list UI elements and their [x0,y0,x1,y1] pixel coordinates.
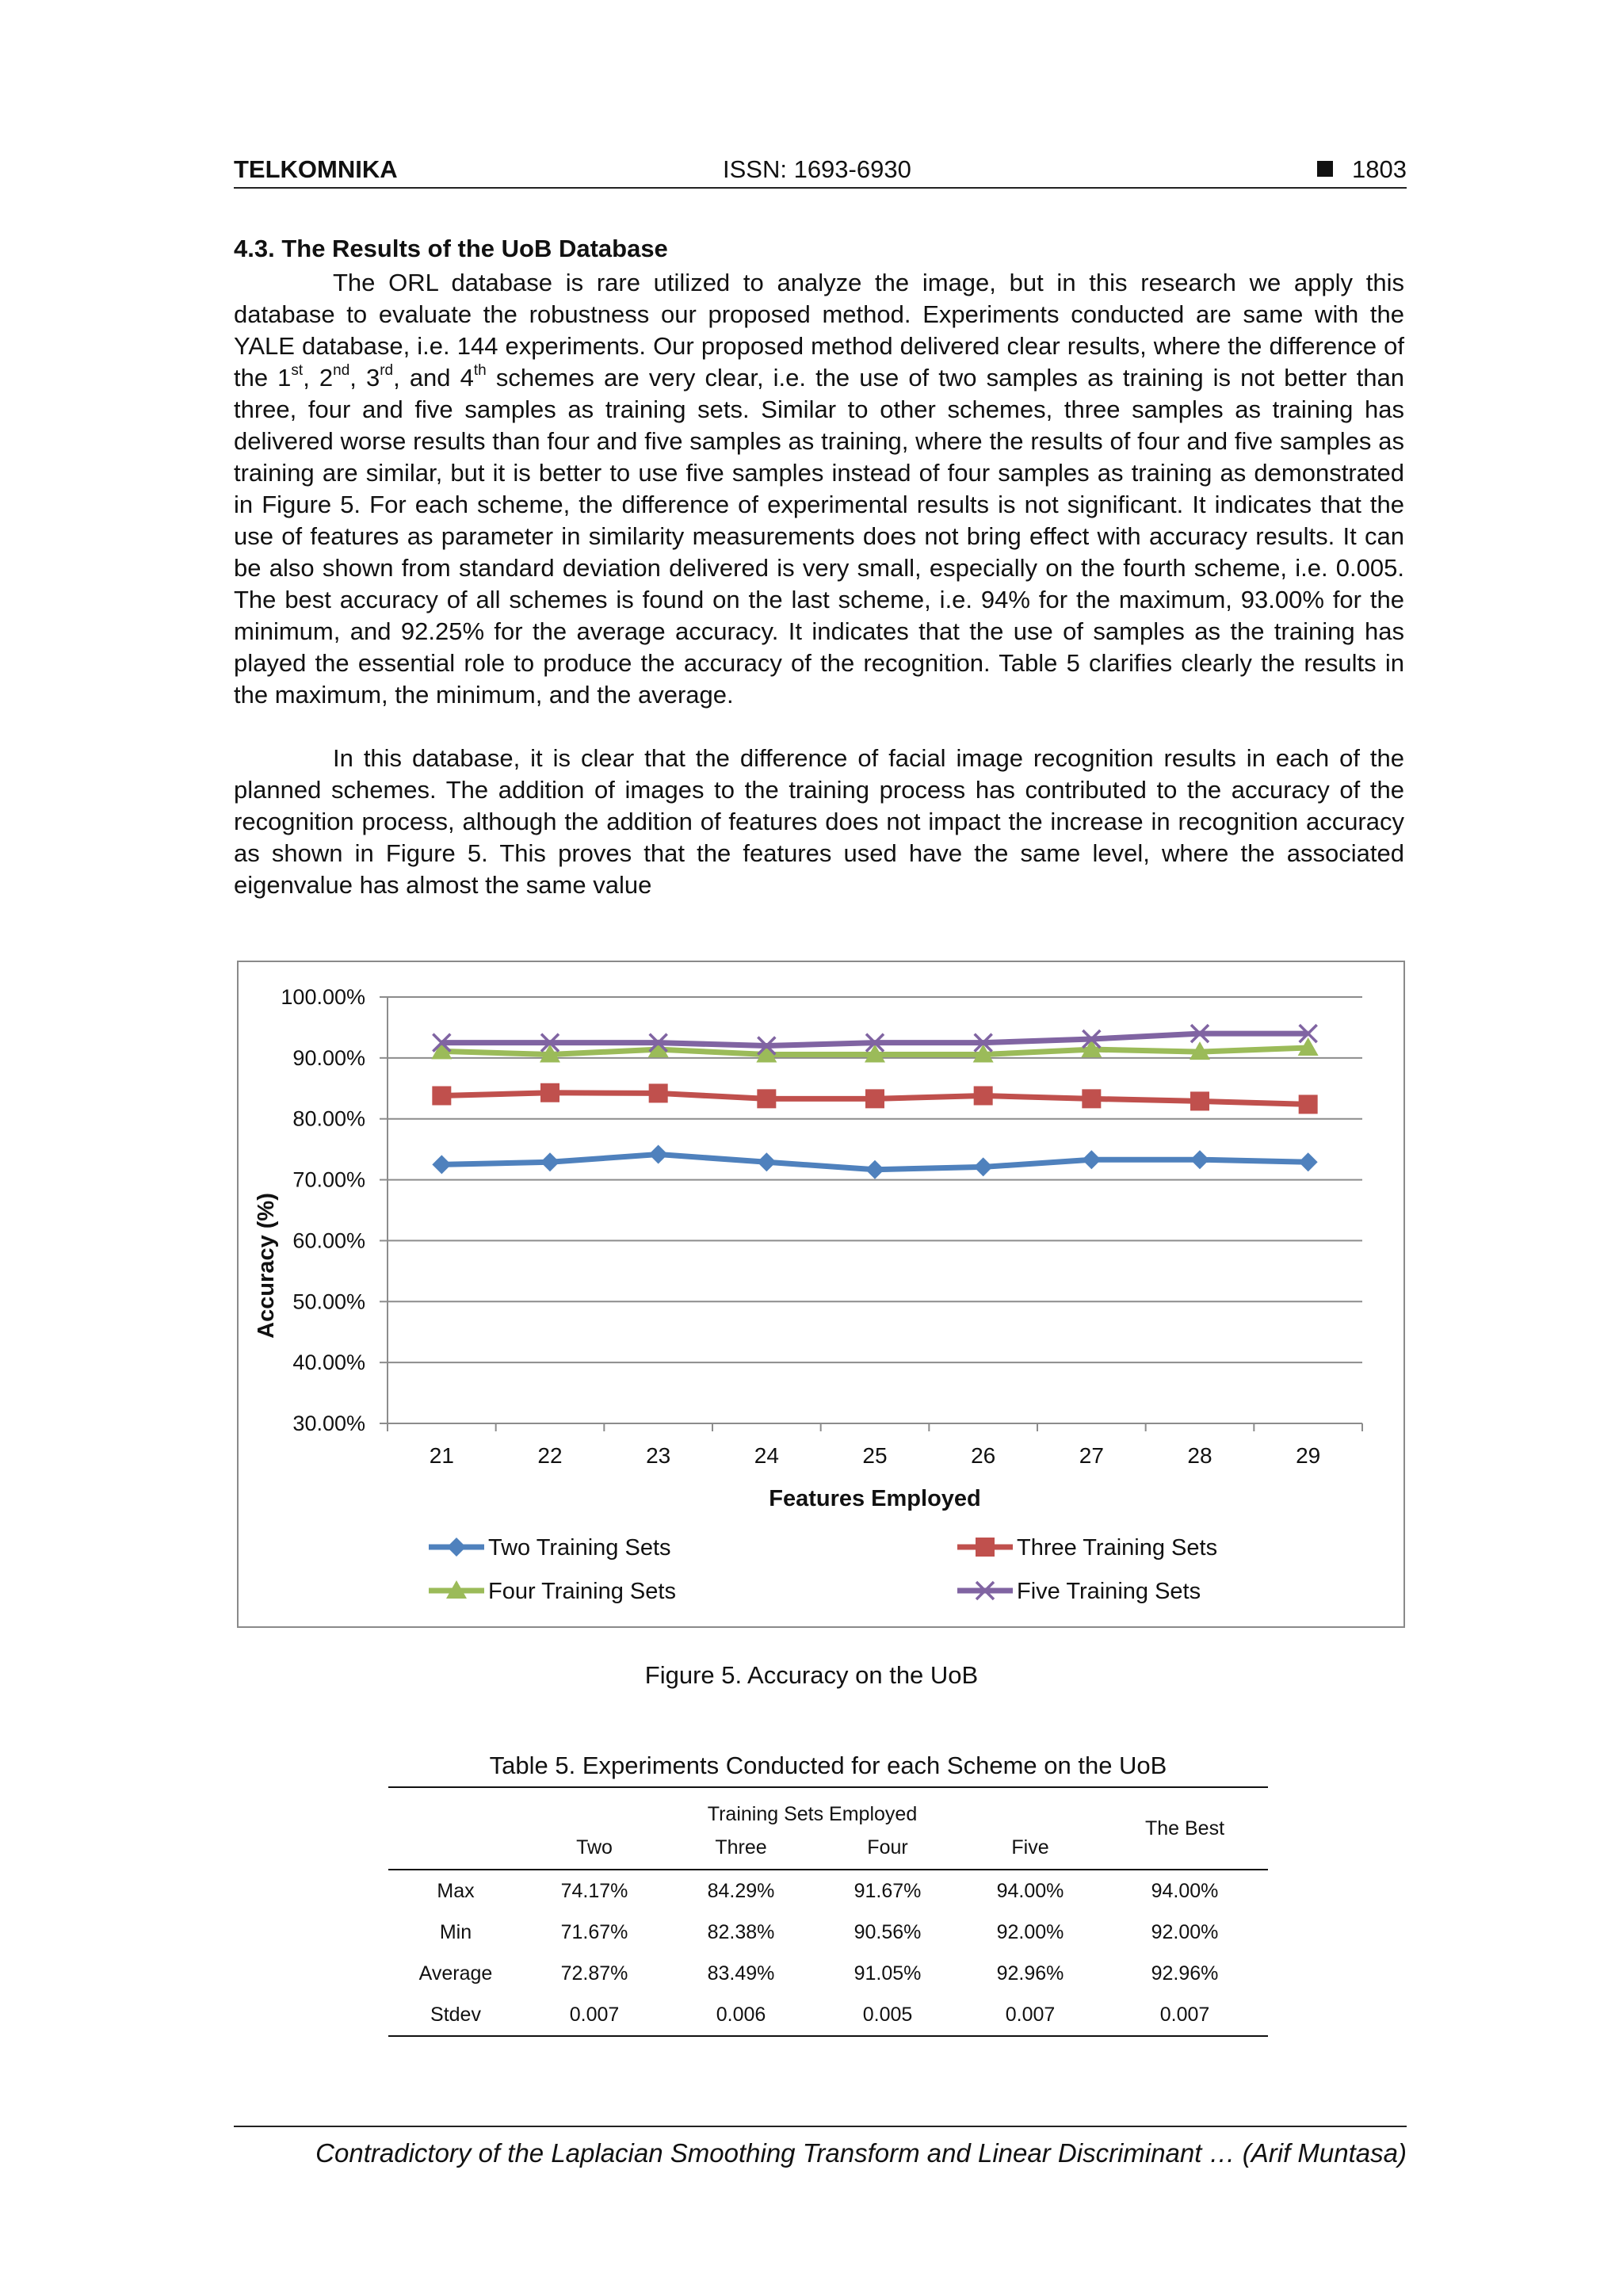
figure-caption: Figure 5. Accuracy on the UoB [644,1661,979,1689]
accuracy-chart [237,961,1405,1628]
table-corner-cell [388,1787,523,1826]
table-col-header: Five [1011,1836,1049,1859]
data-point [540,1152,559,1171]
x-axis-title: Features Employed [769,1486,981,1511]
data-point [540,1083,559,1102]
table-cell: 0.007 [523,1994,666,2036]
table-cell: 90.56% [854,1920,922,1943]
data-point [974,1087,993,1106]
data-point [974,1157,993,1176]
x-tick-label: 24 [754,1443,779,1468]
results-table [388,1786,1268,2037]
table-row [388,1994,1268,2036]
y-axis-title: Accuracy (%) [254,1193,279,1339]
paragraph-2: In this database, it is clear that the difference of facial image recognition results in each of the planned schemes. The addition of images to the training process has contributed to the accuracy of the recognition process, although the addition of features does not impact the increase in recognition accuracy as shown in Figure 5. This proves that the features used have the same level, where the associated eigenvalue has almost the same value [234,744,1404,899]
table-cell: 71.67% [560,1920,628,1943]
data-point [865,1089,884,1108]
journal-name: TELKOMNIKA [234,155,398,183]
table-col-header: Two [576,1836,613,1859]
p1-sup-nd: nd [333,362,350,379]
table-cell: 74.17% [523,1870,666,1912]
table-cell: 92.00% [996,1920,1064,1943]
table-row-label: Average [418,1962,493,1985]
paragraph-1 [234,267,1404,711]
table-cell: 82.38% [707,1920,775,1943]
chart-svg [239,962,1403,1626]
page-footer [234,2126,1407,2168]
table-group-header: Training Sets Employed [523,1787,1102,1826]
p1-text-a: The ORL database is rare utilized to analyze the image, but in this research we apply this database to evaluate the robustness our proposed method. Experiments conducted are same with the YALE database, i.e. 144 experiments. Our proposed method delivered clear results, where the difference of the 1 [234,269,1404,392]
table-row-label: Max [388,1870,523,1912]
table-cell: 0.006 [666,1994,816,2036]
p1-text-e: schemes are very clear, i.e. the use of two samples as training is not better than three, four and five samples as training sets. Similar to other schemes, three samples as training has delivered worse results than four and five samples as training, where the results of four and five samples as training are similar, but it is better to use five samples instead of four samples as training as demonstrated in Figure 5. For each scheme, the difference of experimental results is not significant. It indicates that the use of features as parameter in similarity measurements does not bring effect with accuracy results. It can be also shown from standard deviation delivered is very small, especially on the fourth scheme, i.e. 0.005. The best accuracy of all schemes is found on the last scheme, i.e. 94% for the maximum, 93.00% for the minimum, and 92.25% for the average accuracy. It indicates that the use of samples as the training has played the essential role to produce the accuracy of the recognition. Table 5 clarifies clearly the results in the maximum, the minimum, and the average. [234,364,1404,709]
x-tick-label: 25 [862,1443,888,1468]
issn: ISSN: 1693-6930 [723,155,911,183]
legend-label: Five Training Sets [1017,1579,1201,1604]
table-best-cell: 92.00% [1151,1920,1219,1943]
data-point [1299,1152,1318,1171]
table-col-header: Four [867,1836,908,1859]
page-number: 1803 [1352,155,1407,183]
y-tick-label: 30.00% [292,1412,365,1435]
p1-text-c: , 3 [349,364,380,392]
table-cell: 0.007 [959,1994,1102,2036]
legend-marker [976,1538,995,1557]
table-row [388,1953,1268,1994]
data-point [865,1160,884,1179]
table-cell: 83.49% [707,1962,775,1985]
square-bullet-icon [1317,161,1333,177]
p1-text-b: , 2 [303,364,334,392]
x-tick-label: 23 [646,1443,671,1468]
table-cell: 0.005 [816,1994,959,2036]
footer-text: Contradictory of the Laplacian Smoothing Transform and Linear Discriminant … (Arif Muntasa) [315,2138,1407,2168]
x-tick-label: 21 [429,1443,454,1468]
legend-label: Four Training Sets [488,1579,676,1604]
y-tick-label: 60.00% [292,1228,365,1253]
table-cell: 91.05% [854,1962,922,1985]
table-title: Table 5. Experiments Conducted for each Scheme on the UoB [489,1752,1167,1779]
table-empty-header [388,1826,523,1870]
data-point [649,1145,668,1164]
table-body [388,1870,1268,2036]
section-title: 4.3. The Results of the UoB Database [234,235,668,262]
data-point [1190,1150,1209,1169]
data-point [757,1089,776,1108]
data-point [1082,1089,1101,1108]
table-best-cell: 94.00% [1102,1870,1268,1912]
x-tick-label: 27 [1079,1443,1104,1468]
table-cell: 84.29% [666,1870,816,1912]
p1-sup-th: th [473,362,487,379]
data-point [1190,1091,1209,1110]
table-row [388,1870,1268,1912]
y-tick-label: 70.00% [292,1167,365,1192]
legend-label: Three Training Sets [1017,1535,1218,1561]
data-point [1299,1095,1318,1114]
table-cell: 72.87% [560,1962,628,1985]
p1-sup-rd: rd [380,362,394,379]
data-point [1082,1150,1101,1169]
table-cell: 92.96% [996,1962,1064,1985]
table-row [388,1912,1268,1953]
table-best-cell: 0.007 [1102,1994,1268,2036]
results-table-block [388,1752,1268,2037]
y-tick-label: 80.00% [292,1106,365,1131]
table-best-header: The Best [1102,1787,1268,1870]
data-point [757,1152,776,1171]
p1-sup-st: st [291,362,304,379]
data-point [432,1155,451,1174]
x-tick-label: 28 [1187,1443,1212,1468]
x-tick-label: 22 [537,1443,563,1468]
y-tick-label: 100.00% [281,985,365,1009]
table-row-label: Stdev [388,1994,523,2036]
table-cell: 91.67% [816,1870,959,1912]
table-row-label: Min [439,1920,472,1943]
p1-text-d: , and 4 [393,364,474,392]
y-tick-label: 50.00% [292,1289,365,1314]
y-tick-label: 90.00% [292,1045,365,1070]
table-cell: 94.00% [959,1870,1102,1912]
page-header [234,155,1407,189]
page-number-block [1317,155,1407,184]
x-tick-label: 26 [971,1443,996,1468]
legend-label: Two Training Sets [488,1535,671,1561]
table-col-header: Three [715,1836,767,1859]
legend-marker [447,1538,466,1557]
y-tick-label: 40.00% [292,1350,365,1375]
data-point [649,1083,668,1102]
data-point [432,1087,451,1106]
table-best-cell: 92.96% [1151,1962,1219,1985]
x-tick-label: 29 [1296,1443,1321,1468]
